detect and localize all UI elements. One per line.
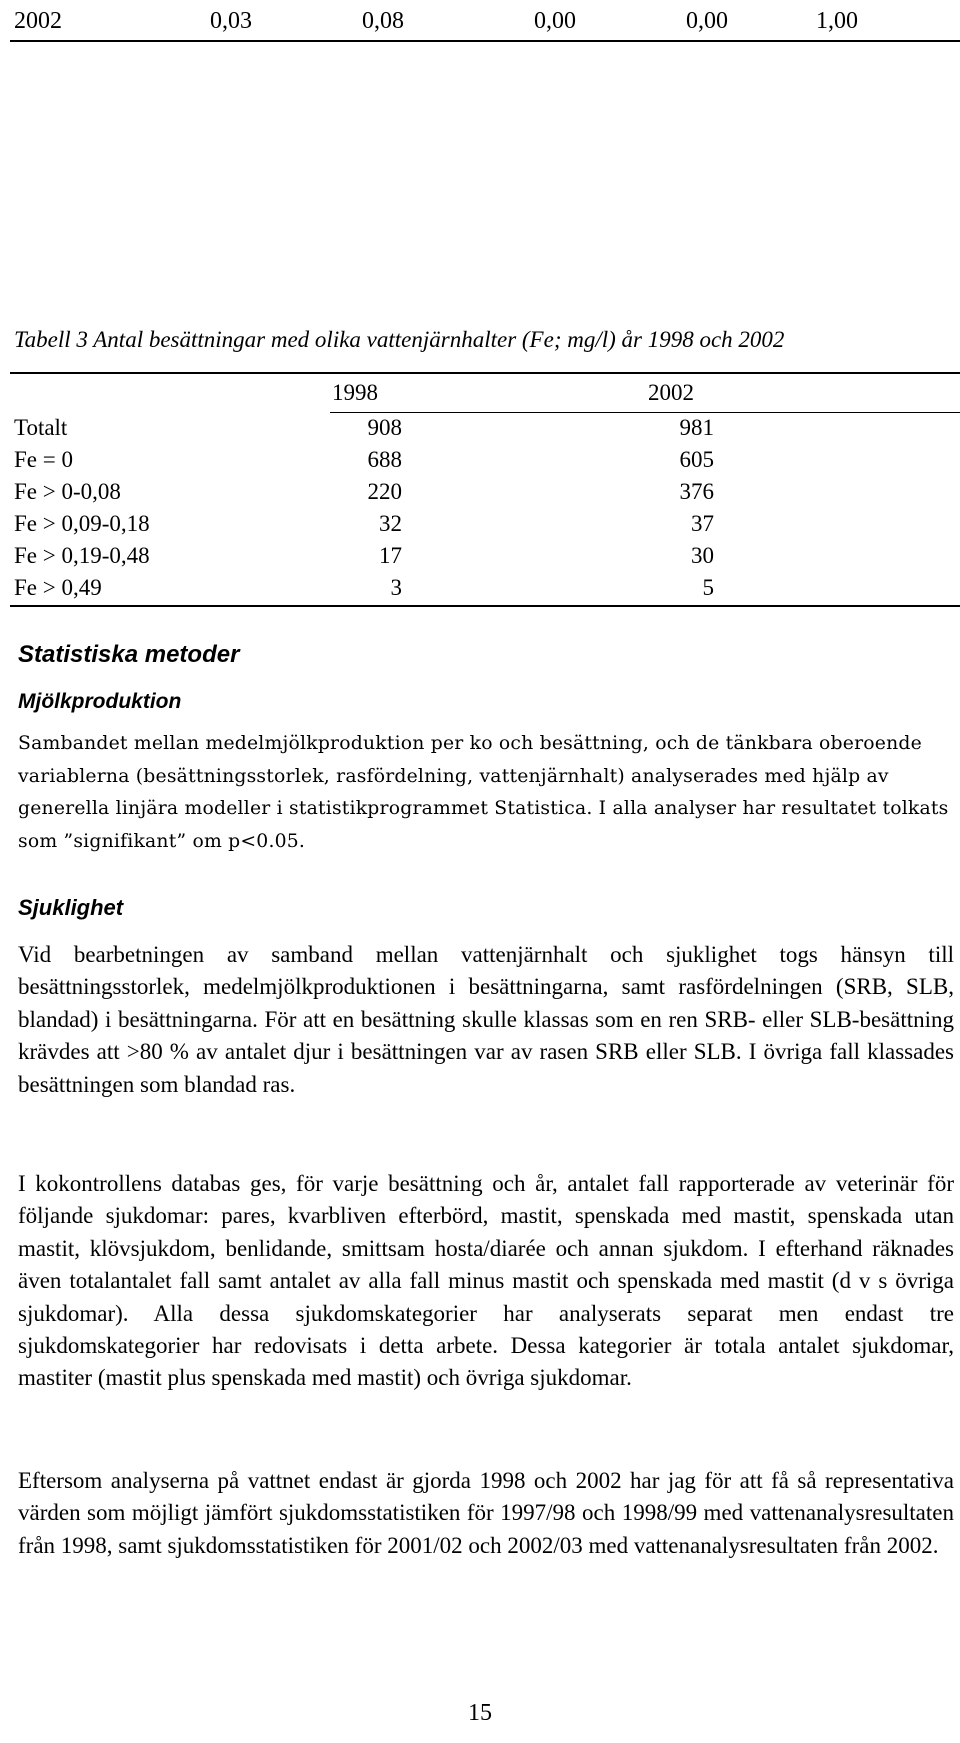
table-caption: Tabell 3 Antal besättningar med olika vattenjärnhalter (Fe; mg/l) år 1998 och 2002 (14, 327, 785, 352)
value-1998: 908 (367, 415, 402, 440)
paragraph-morbidity: Vid bearbetningen av samband mellan vattenjärnhalt och sjuklighet togs hänsyn till besättningsstorlek, medelmjölkproduktionen i besättningarna, samt rasfördelningen (SRB, SLB, blandad) i besättningarna. För att en besättning skulle klassas som en ren SRB- eller SLB-besättning krävdes att >80 % av antalet djur i besättningen var av rasen SRB eller SLB. I övriga fall klassades besättningen som blandad ras. (18, 942, 954, 1097)
table-row (14, 415, 954, 445)
value-1998: 220 (367, 479, 402, 504)
value-2002: 981 (679, 415, 714, 440)
table-row (14, 479, 954, 509)
table-row (14, 543, 954, 573)
cell-value: 0,03 (210, 8, 252, 34)
paragraph-disease-database: I kokontrollens databas ges, för varje besättning och år, antalet fall rapporterade av veterinär för följande sjukdomar: pares, kvarbliven efterbörd, mastit, spenskada med mastit, spenskada utan mastit, klövsjukdom, benlidande, smittsam hosta/diarée och annan sjukdom. I efterhand räknades även totalantalet fall samt antalet av alla fall minus mastit och spenskada med mastit (d v s övriga sjukdomar). Alla dessa sjukdomskategorier har analyserats separat men endast tre sjukdomskategorier har redovisats i detta arbete. Dessa kategorier är totala antalet sjukdomar, mastiter (mastit plus spenskada med mastit) och övriga sjukdomar. (18, 1171, 954, 1391)
table-row (14, 447, 954, 477)
subsection-heading: Mjölkproduktion (18, 690, 182, 713)
section-heading: Statistiska metoder (18, 641, 240, 668)
cell-value: 1,00 (816, 8, 858, 34)
value-1998: 17 (379, 543, 402, 568)
row-label: Fe > 0,19-0,48 (14, 543, 150, 568)
row-label: Fe > 0,49 (14, 575, 102, 600)
table-bottom-rule (10, 40, 960, 42)
value-1998: 32 (379, 511, 402, 536)
subsection-heading: Sjuklighet (18, 895, 124, 920)
table-end-rule (10, 605, 960, 607)
cell-value: 0,00 (686, 8, 728, 34)
cell-value: 0,08 (362, 8, 404, 34)
row-label: Fe = 0 (14, 447, 73, 472)
row-label: Fe > 0,09-0,18 (14, 511, 150, 536)
header-rule (330, 412, 960, 413)
value-2002: 376 (679, 479, 714, 504)
value-2002: 5 (702, 575, 714, 600)
column-header-1998: 1998 (332, 380, 378, 405)
value-1998: 688 (367, 447, 402, 472)
value-2002: 605 (679, 447, 714, 472)
row-label: Fe > 0-0,08 (14, 479, 121, 504)
table-top-rule (10, 372, 960, 374)
value-2002: 30 (691, 543, 714, 568)
value-1998: 3 (390, 575, 402, 600)
table-row (14, 575, 954, 605)
cell-value: 0,00 (534, 8, 576, 34)
row-label: Totalt (14, 415, 68, 440)
paragraph-milk-production: Sambandet mellan medelmjölkproduktion per ko och besättning, och de tänkbara oberoende variablerna (besättningsstorlek, rasfördelning, vattenjärnhalt) analyserades med hjälp av generella linjära modeller i statistikprogrammet Statistica. I alla analyser har resultatet tolkats som ”signifikant” om p<0.05. (18, 733, 949, 852)
value-2002: 37 (691, 511, 714, 536)
column-header-2002: 2002 (648, 380, 694, 405)
paragraph-analysis-years: Eftersom analyserna på vattnet endast är gjorda 1998 och 2002 har jag för att få så representativa värden som möjligt jämfört sjukdomsstatistiken för 1997/98 och 1998/99 med vattenanalysresultaten från 1998, samt sjukdomsstatistiken för 2001/02 och 2002/03 med vattenanalysresultaten från 2002. (18, 1468, 954, 1558)
cell-year: 2002 (14, 8, 62, 34)
table-row (14, 511, 954, 541)
page-number: 15 (468, 1700, 492, 1726)
